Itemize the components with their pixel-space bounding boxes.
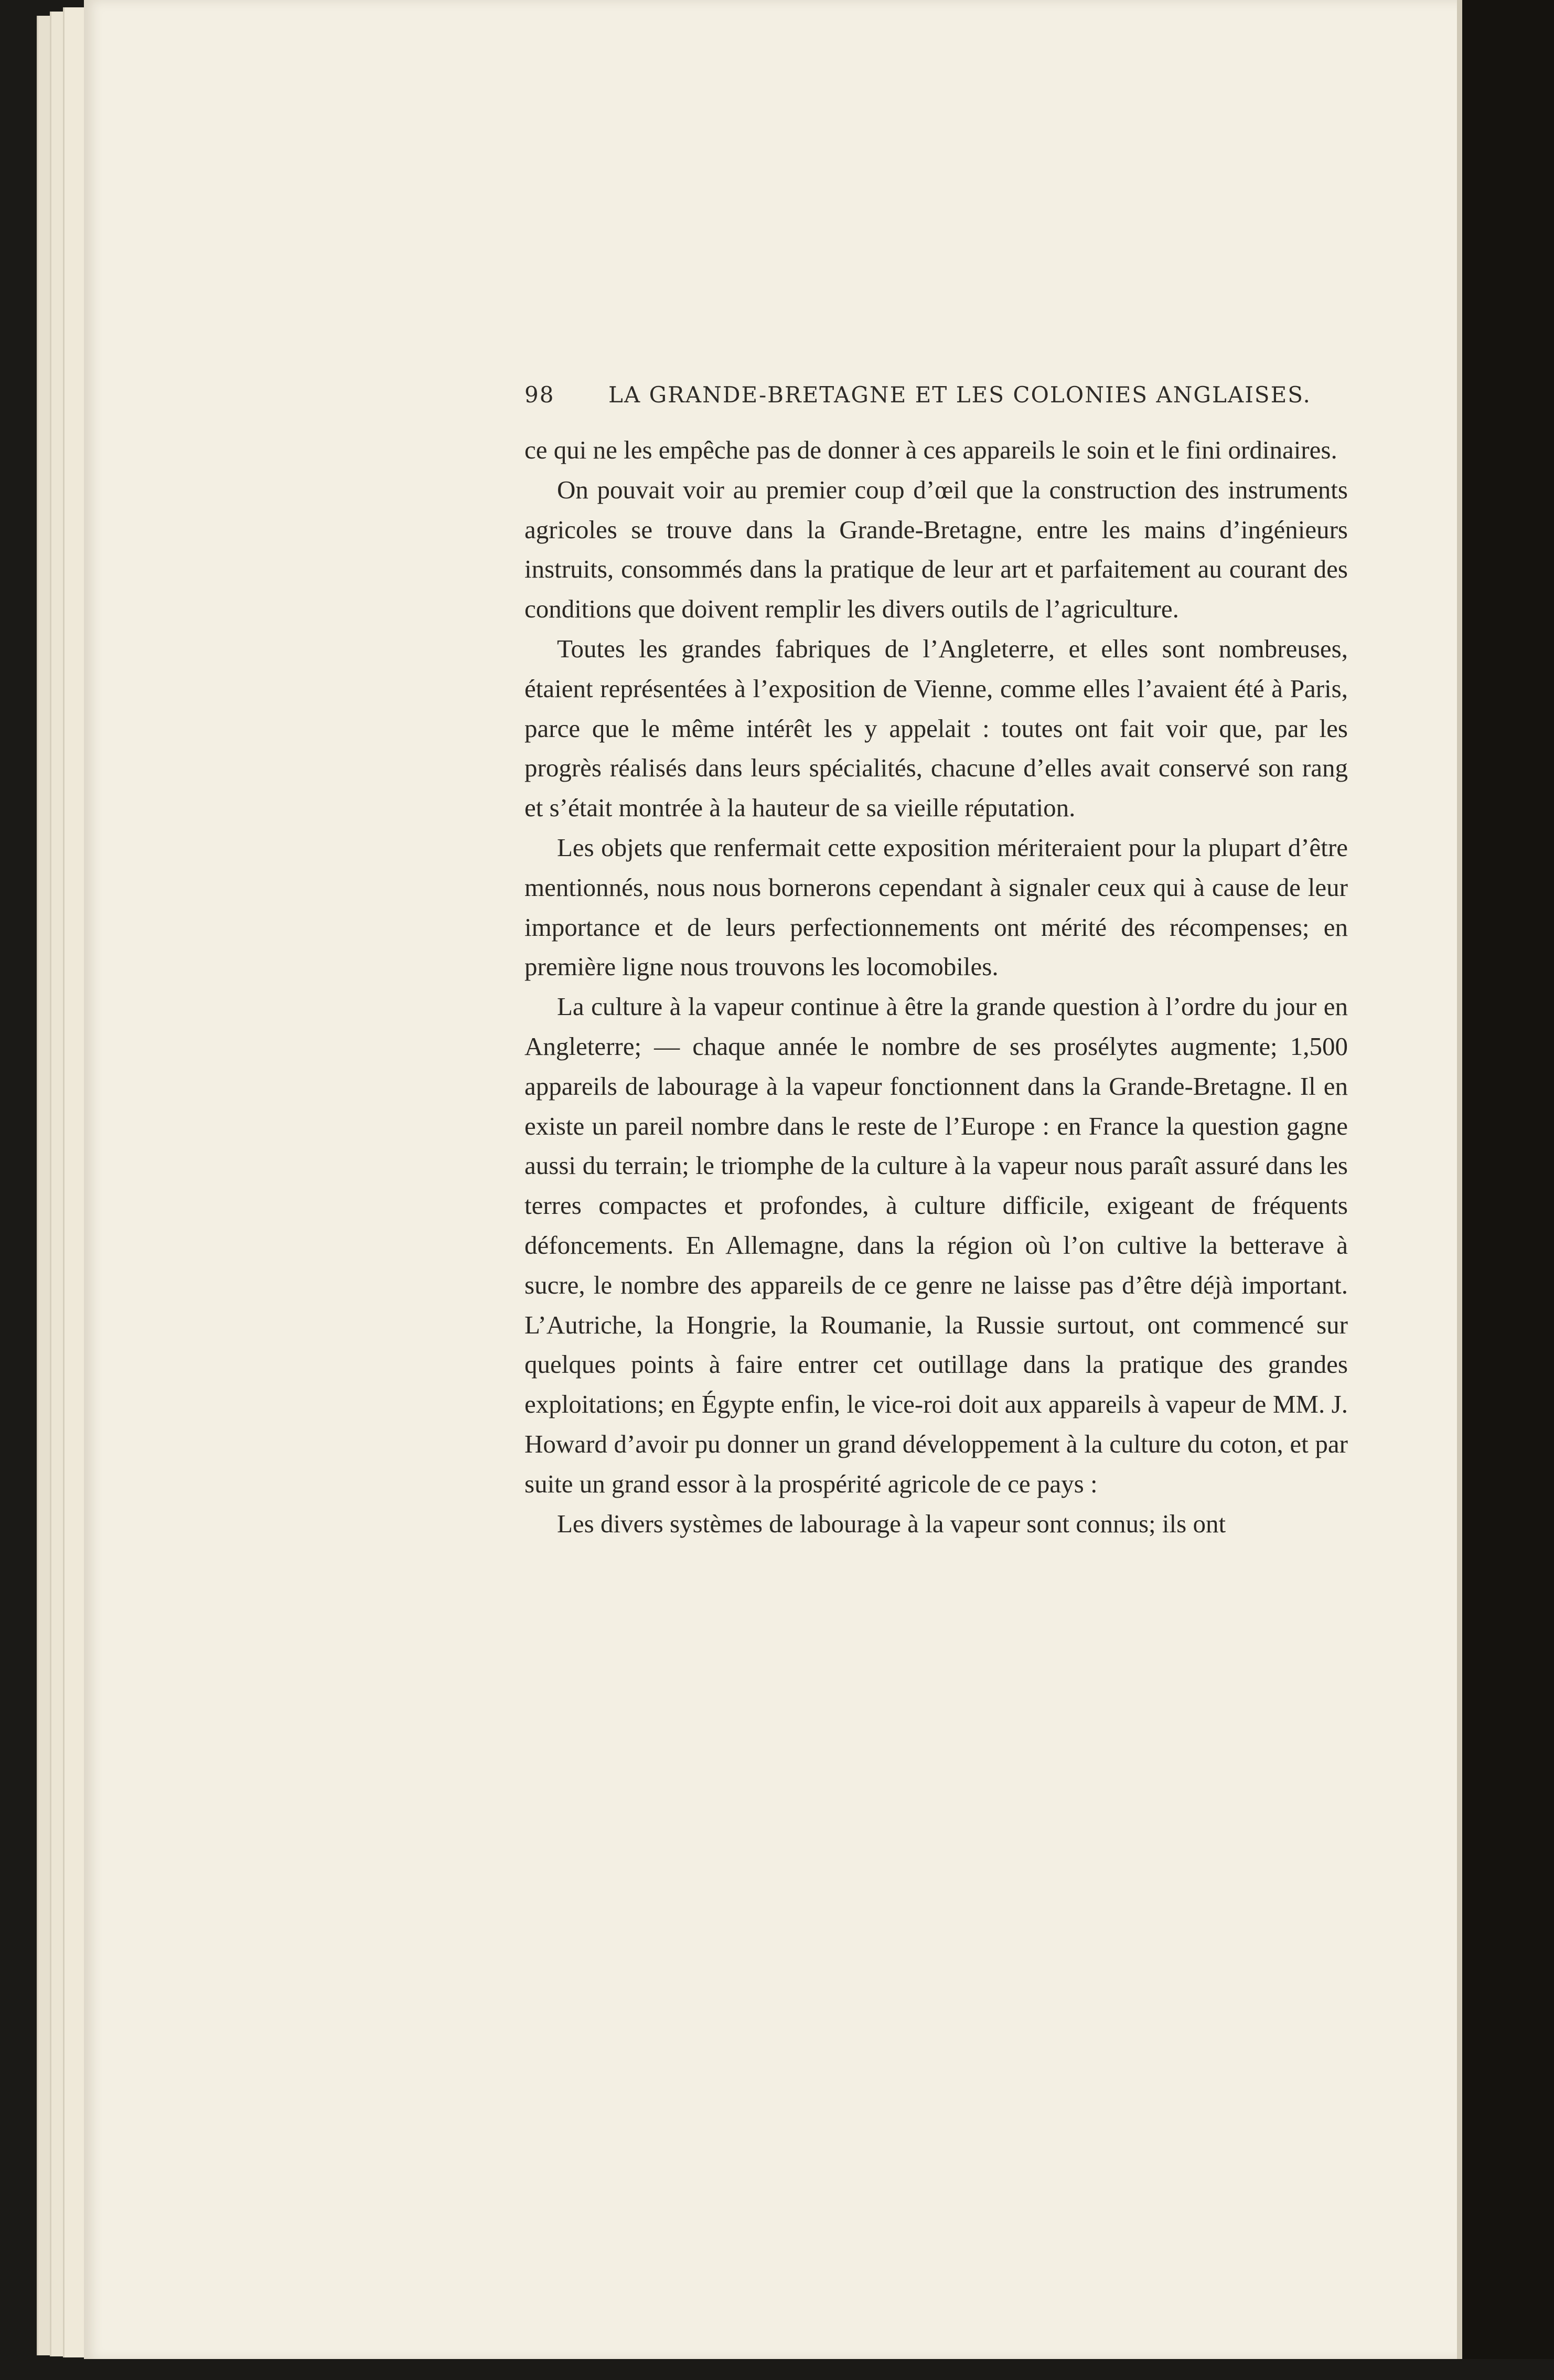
body-text <box>524 430 1348 1543</box>
paragraph: Les divers systèmes de labourage à la vapeur sont connus; ils ont <box>557 1509 1226 1538</box>
binding-strip <box>1462 0 1554 2380</box>
scan-bottom-band <box>0 2359 1554 2380</box>
running-title: LA GRANDE-BRETAGNE ET LES COLONIES ANGLAISES. <box>608 382 1311 408</box>
page-number: 98 <box>524 382 555 408</box>
paragraph: ce qui ne les empêche pas de donner à ces appareils le soin et le fini ordinaires. <box>524 435 1337 464</box>
binding-edge <box>1457 0 1462 2380</box>
paragraph: Toutes les grandes fabriques de l’Angleterre, et elles sont nombreuses, étaient représentées à l’exposition de Vienne, comme elles l’avaient été à Paris, parce que le même intérêt les y appelait : toutes ont fait voir que, par les progrès réalisés dans leurs spécialités, chacune d’elles avait conservé son rang et s’était montrée à la hauteur de sa vieille réputation. <box>524 634 1348 823</box>
paragraph: Les objets que renfermait cette exposition mériteraient pour la plupart d’être mentionnés, nous nous bornerons cependant à signaler ceux qui à cause de leur importance et de leurs perfectionnements ont mérité des récompenses; en première ligne nous trouvons les locomobiles. <box>524 833 1348 981</box>
paragraph: La culture à la vapeur continue à être la grande question à l’ordre du jour en Angleterre; — chaque année le nombre de ses prosélytes augmente; 1,500 appareils de labourage à la vapeur fonctionnent dans la Grande-Bretagne. Il en existe un pareil nombre dans le reste de l’Europe : en France la question gagne aussi du terrain; le triomphe de la culture à la vapeur nous paraît assuré dans les terres compactes et profondes, à culture difficile, exigeant de fréquents défoncements. En Allemagne, dans la région où l’on cultive la betterave à sucre, le nombre des appareils de ce genre ne laisse pas d’être déjà important. L’Autriche, la Hongrie, la Roumanie, la Russie surtout, ont commencé sur quelques points à faire entrer cet outillage dans la pratique des grandes exploitations; en Égypte enfin, le vice-roi doit aux appareils à vapeur de MM. J. Howard d’avoir pu donner un grand développement à la culture du coton, et par suite un grand essor à la prospérité agricole de ce pays : <box>524 992 1348 1498</box>
running-header <box>524 382 1348 419</box>
paragraph: On pouvait voir au premier coup d’œil que la construction des instruments agricoles se trouve dans la Grande-Bretagne, entre les mains d’ingénieurs instruits, consommés dans la pratique de leur art et parfaitement au courant des conditions que doivent remplir les divers outils de l’agriculture. <box>524 475 1348 624</box>
